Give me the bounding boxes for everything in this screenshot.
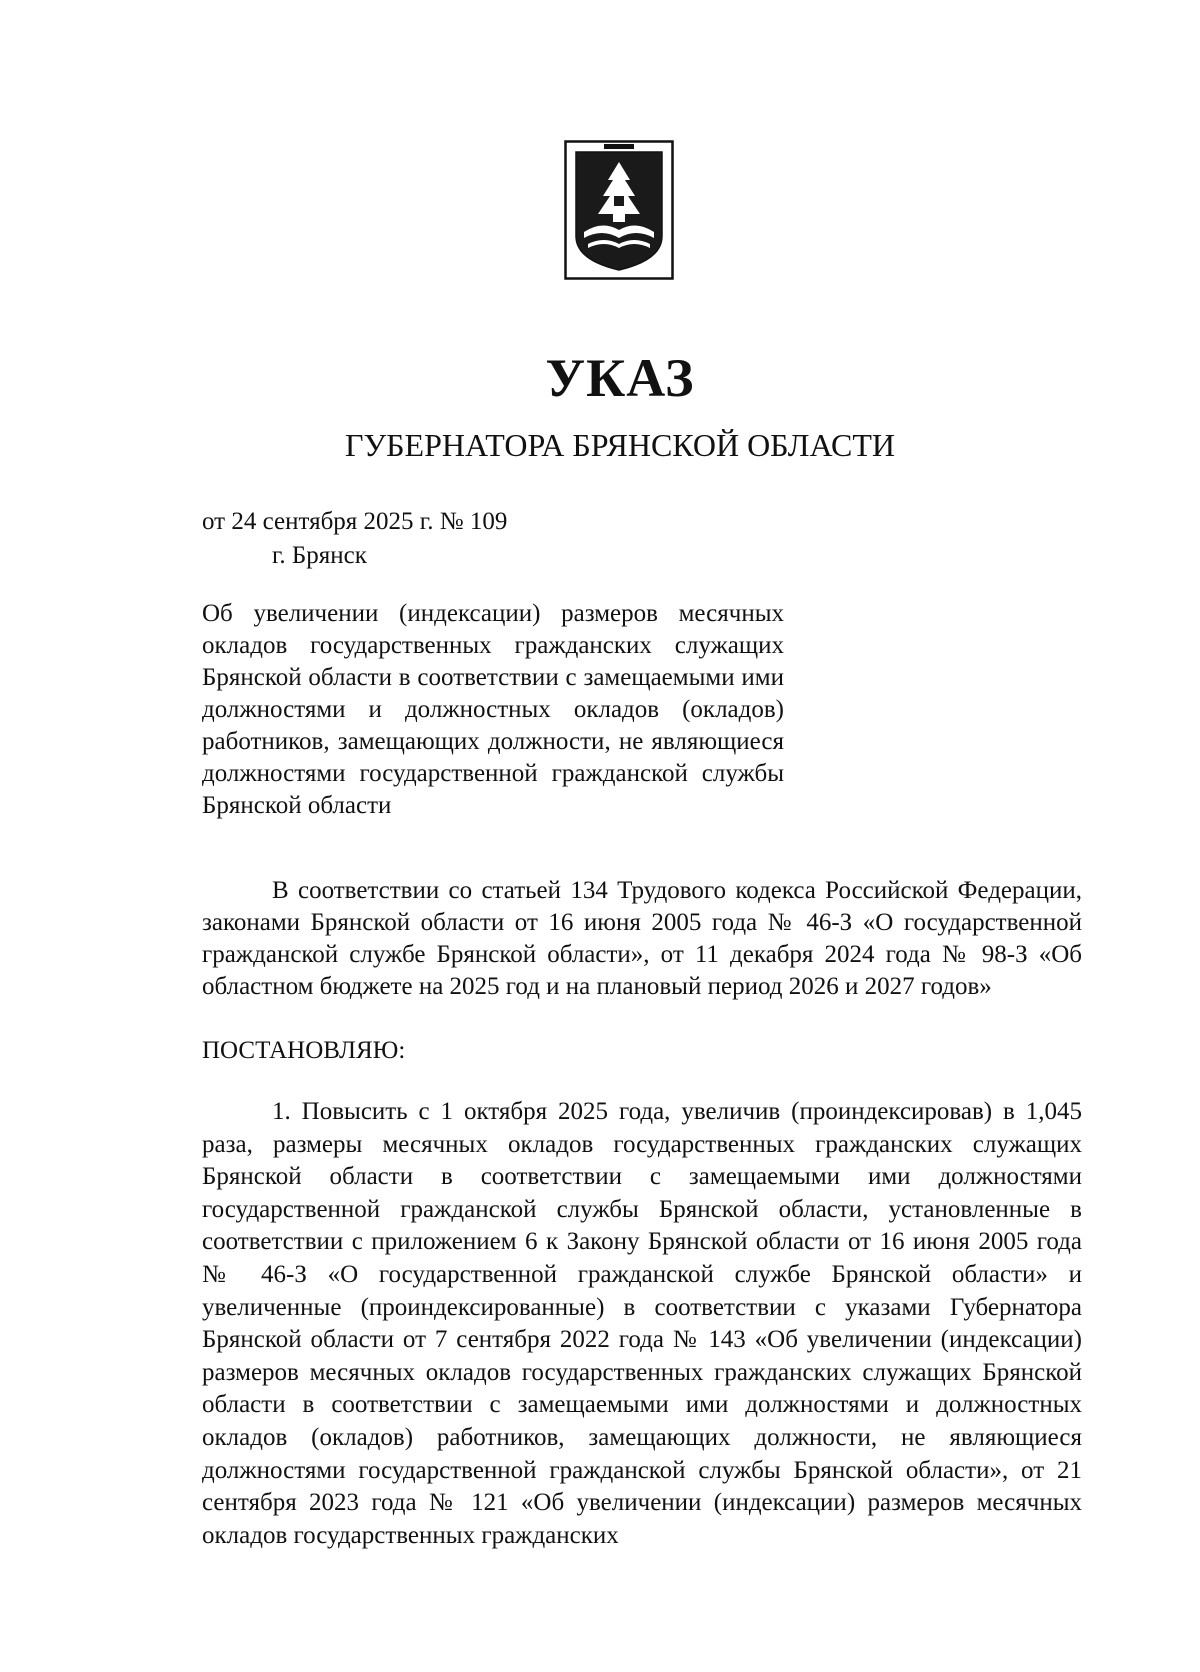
- document-subject: Об увеличении (индексации) размеров месячных окладов государственных гражданских служащих Брянской области в соответствии с замещаемыми ими должностями и должностных окладов (окладов) работников, замещающих должности, не являющиеся должностями государственной гражданской службы Брянской области: [202, 600, 784, 819]
- document-preamble: В соответствии со статьей 134 Трудового кодекса Российской Федерации, законами Брянской области от 16 июня 2005 года № 46-З «О государственной гражданской службе Брянской области», от 11 декабря 2024 года № 98-З «Об областном бюджете на 2025 год и на плановый период 2026 и 2027 годов»: [202, 877, 1082, 1000]
- decree-word: ПОСТАНОВЛЯЮ:: [202, 1037, 406, 1064]
- brjansk-coat-of-arms-icon: [564, 140, 674, 280]
- document-date-number: от 24 сентября 2025 г. № 109: [202, 508, 508, 535]
- clause-1: 1. Повысить с 1 октября 2025 года, увеличив (проиндексировав) в 1,045 раза, размеры месячных окладов государственных гражданских служащих Брянской области в соответствии с замещаемыми ими должностями государственной гражданской службы Брянской области, установленные в соответствии с приложением 6 к Закону Брянской области от 16 июня 2005 года № 46-З «О государственной гражданской службе Брянской области» и увеличенные (проиндексированные) в соответствии с указами Губернатора Брянской области от 7 сентября 2022 года № 143 «Об увеличении (индексации) размеров месячных окладов государственных гражданских служащих Брянской области в соответствии с замещаемыми ими должностями и должностных окладов (окладов) работников, замещающих должности, не являющиеся должностями государственной гражданской службы Брянской области», от 21 сентября 2023 года № 121 «Об увеличении (индексации) размеров месячных окладов государственных гражданских: [202, 1098, 1082, 1549]
- document-city: г. Брянск: [272, 542, 367, 569]
- document-title: УКАЗ: [545, 348, 695, 408]
- document-subtitle: ГУБЕРНАТОРА БРЯНСКОЙ ОБЛАСТИ: [345, 427, 895, 463]
